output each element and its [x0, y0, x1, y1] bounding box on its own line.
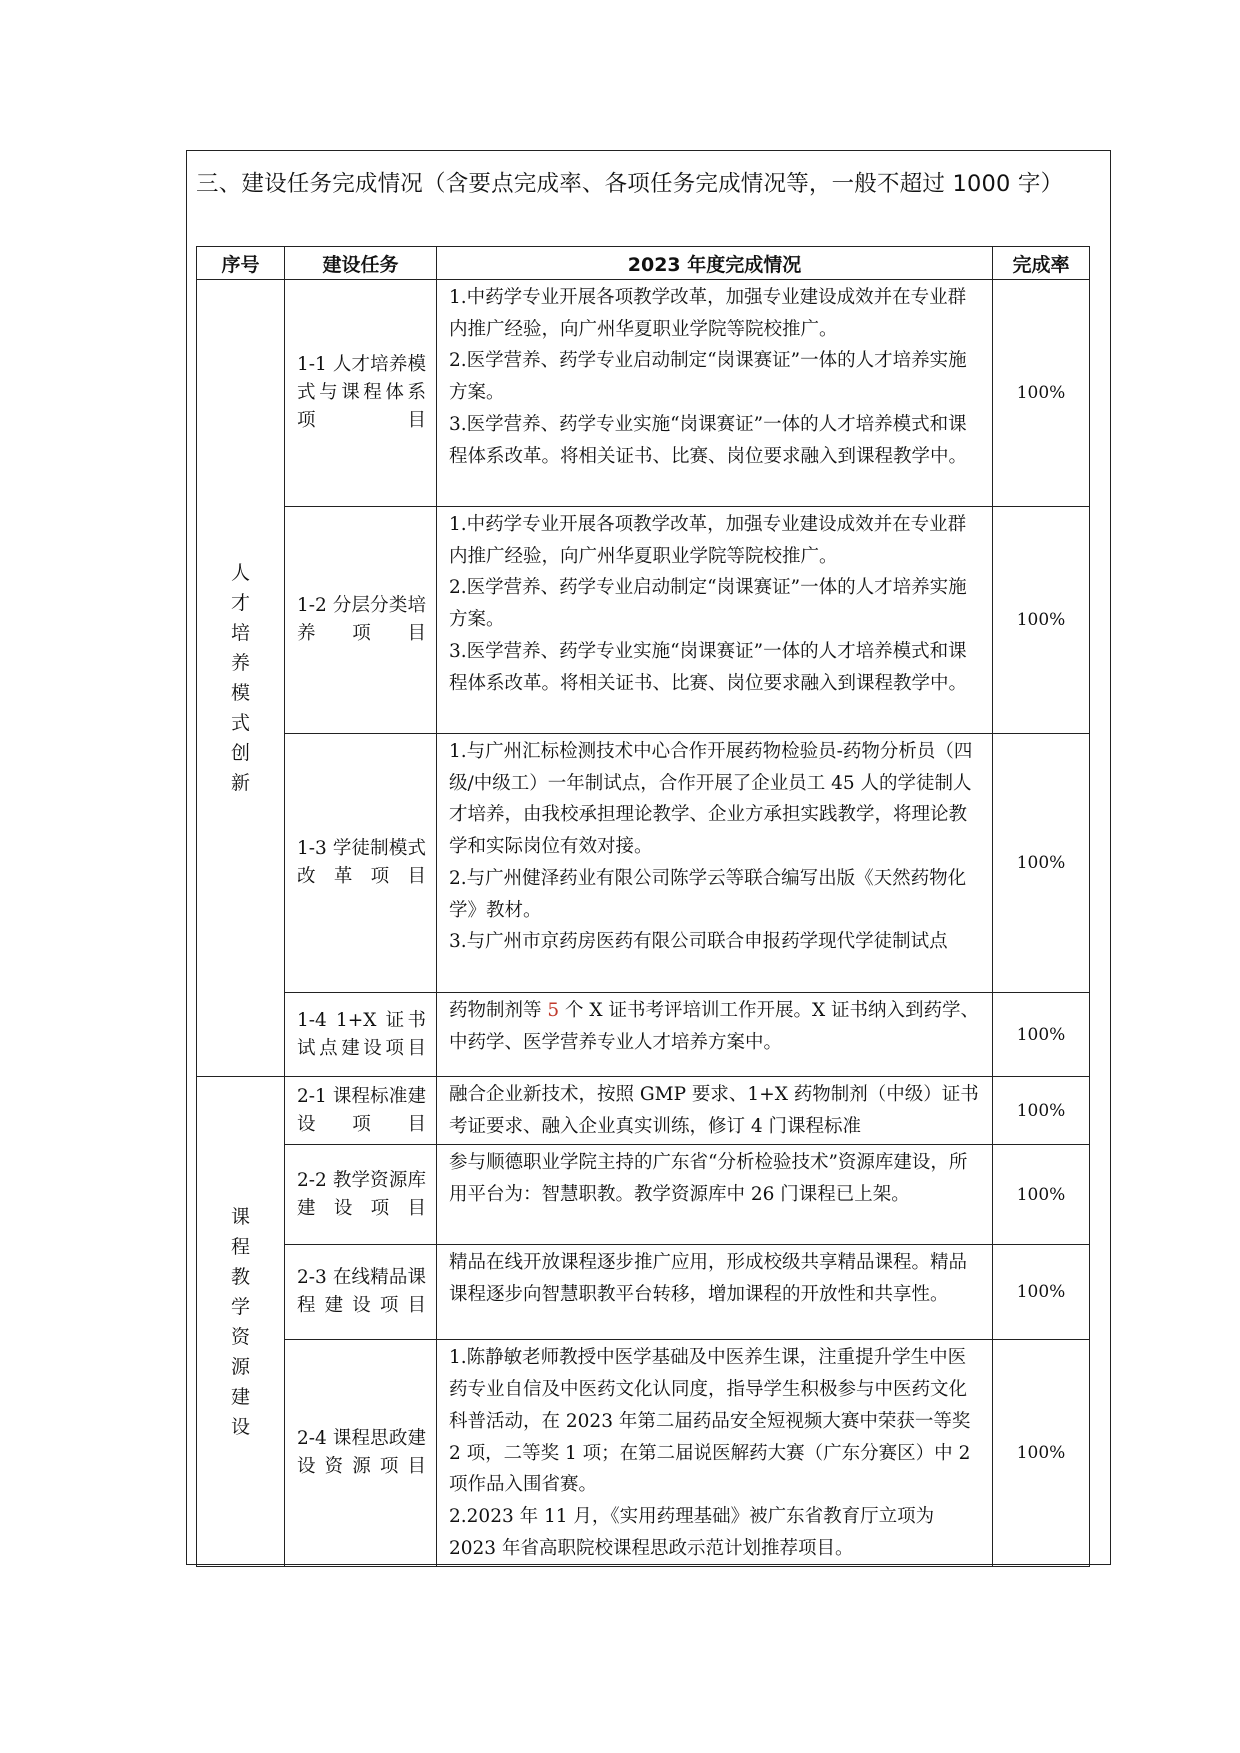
category-cell: 人才培养模式创新 — [197, 280, 285, 1077]
status-detail: 1.与广州汇标检测技术中心合作开展药物检验员-药物分析员（四级/中级工）一年制试点，合作开展了企业员工 45 人的学徒制人才培养，由我校承担理论教学、企业方承担实践教学，将理论教学和实际岗位有效对接。 2.与广州健泽药业有限公司陈学云等联合编写出版《天然药物化学》教材。 3.与广州市京药房医药有限公司联合申报药学现代学徒制试点 — [437, 734, 993, 993]
status-detail: 1.中药学专业开展各项教学改革，加强专业建设成效并在专业群内推广经验，向广州华夏职业学院等院校推广。 2.医学营养、药学专业启动制定“岗课赛证”一体的人才培养实施方案。 3.医学营养、药学专业实施“岗课赛证”一体的人才培养模式和课程体系改革。将相关证书、比赛、岗位要求融入到课程教学中。 — [437, 507, 993, 734]
task-name: 1-1 人才培养模式与课程体系项目 — [285, 280, 437, 507]
completion-rate: 100% — [993, 993, 1090, 1077]
task-name: 2-2 教学资源库建设项目 — [285, 1145, 437, 1245]
highlight-count: 5 — [547, 1000, 560, 1021]
col-header-rate: 完成率 — [993, 247, 1090, 280]
table-row — [197, 1145, 1090, 1245]
status-detail: 药物制剂等 5 个 X 证书考评培训工作开展。X 证书纳入到药学、中药学、医学营养专业人才培养方案中。 — [437, 993, 993, 1077]
status-detail: 参与顺德职业学院主持的广东省“分析检验技术”资源库建设，所用平台为：智慧职教。教学资源库中 26 门课程已上架。 — [437, 1145, 993, 1245]
completion-rate: 100% — [993, 1077, 1090, 1145]
table-row — [197, 734, 1090, 993]
table-row — [197, 507, 1090, 734]
completion-rate: 100% — [993, 280, 1090, 507]
status-detail: 1.陈静敏老师教授中医学基础及中医养生课，注重提升学生中医药专业自信及中医药文化认同度，指导学生积极参与中医药文化科普活动，在 2023 年第二届药品安全短视频大赛中荣获一等奖 2 项，二等奖 1 项；在第二届说医解药大赛（广东分赛区）中 2 项作品入围省赛。 2.2023 年 11 月，《实用药理基础》被广东省教育厅立项为 2023 年省高职院校课程思政示范计划推荐项目。 — [437, 1340, 993, 1567]
completion-rate: 100% — [993, 1145, 1090, 1245]
task-name: 1-3 学徒制模式改革项目 — [285, 734, 437, 993]
task-name: 2-1 课程标准建设项目 — [285, 1077, 437, 1145]
status-detail: 融合企业新技术，按照 GMP 要求、1+X 药物制剂（中级）证书考证要求、融入企业真实训练，修订 4 门课程标准 — [437, 1077, 993, 1145]
completion-rate: 100% — [993, 507, 1090, 734]
completion-rate: 100% — [993, 734, 1090, 993]
task-name: 1-2 分层分类培养项目 — [285, 507, 437, 734]
task-table — [196, 246, 1090, 1567]
table-row — [197, 993, 1090, 1077]
col-header-status: 2023 年度完成情况 — [437, 247, 993, 280]
col-header-task: 建设任务 — [285, 247, 437, 280]
task-name: 2-4 课程思政建设资源项目 — [285, 1340, 437, 1567]
status-detail: 精品在线开放课程逐步推广应用，形成校级共享精品课程。精品课程逐步向智慧职教平台转移，增加课程的开放性和共享性。 — [437, 1245, 993, 1340]
completion-rate: 100% — [993, 1245, 1090, 1340]
completion-rate: 100% — [993, 1340, 1090, 1567]
task-name: 2-3 在线精品课程建设项目 — [285, 1245, 437, 1340]
table-header-row — [197, 247, 1090, 280]
section-title: 三、建设任务完成情况（含要点完成率、各项任务完成情况等，一般不超过 1000 字） — [196, 171, 1064, 197]
status-detail: 1.中药学专业开展各项教学改革，加强专业建设成效并在专业群内推广经验，向广州华夏职业学院等院校推广。 2.医学营养、药学专业启动制定“岗课赛证”一体的人才培养实施方案。 3.医学营养、药学专业实施“岗课赛证”一体的人才培养模式和课程体系改革。将相关证书、比赛、岗位要求融入到课程教学中。 — [437, 280, 993, 507]
col-header-index: 序号 — [197, 247, 285, 280]
table-row — [197, 280, 1090, 507]
table-row — [197, 1245, 1090, 1340]
task-name: 1-4 1+X 证书试点建设项目 — [285, 993, 437, 1077]
category-cell: 课程教学资源建设 — [197, 1077, 285, 1567]
table-row — [197, 1077, 1090, 1145]
table-row — [197, 1340, 1090, 1567]
